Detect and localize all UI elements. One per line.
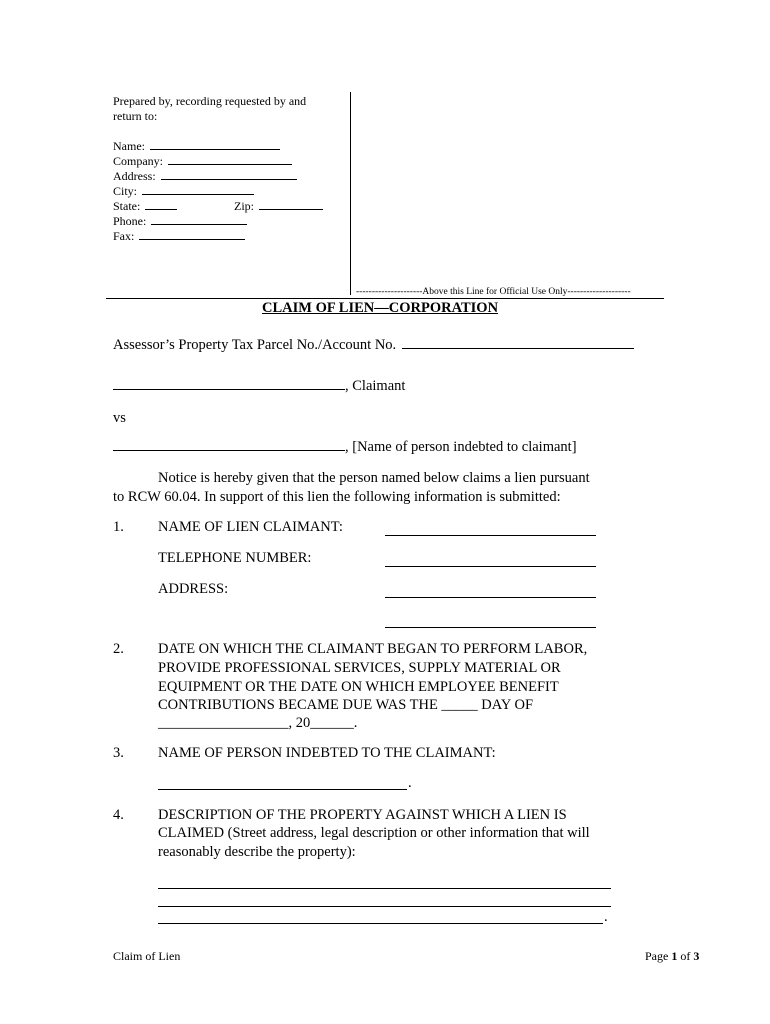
claimant-name-blank[interactable] (385, 535, 596, 536)
phone-row (113, 214, 247, 229)
item-1-number: 1. (113, 519, 124, 535)
state-blank[interactable] (145, 209, 177, 210)
page-current: 1 (671, 949, 678, 963)
indebted-person-label: NAME OF PERSON INDEBTED TO THE CLAIMANT: (158, 745, 496, 761)
item-4-number: 4. (113, 807, 124, 823)
description-period: . (604, 909, 608, 925)
page-total: 3 (693, 949, 700, 963)
address-label: Address: (113, 169, 156, 183)
claimant-row (113, 377, 405, 396)
parcel-blank[interactable] (402, 348, 634, 349)
city-blank[interactable] (142, 194, 254, 195)
description-line-3: reasonably describe the property): (158, 844, 356, 860)
company-blank[interactable] (168, 164, 292, 165)
zip-blank[interactable] (259, 209, 323, 210)
page-of: of (677, 949, 694, 963)
header-vertical-rule (350, 92, 351, 295)
notice-line-1: Notice is hereby given that the person named below claims a lien pursuant (158, 470, 590, 486)
name-row (113, 139, 280, 154)
address-blank[interactable] (161, 179, 297, 180)
telephone-label: TELEPHONE NUMBER: (158, 550, 312, 566)
claimant-address-blank-1[interactable] (385, 597, 596, 598)
zip-label: Zip: (234, 199, 254, 213)
phone-label: Phone: (113, 214, 147, 228)
document-title: CLAIM OF LIEN—CORPORATION (262, 300, 499, 316)
company-label: Company: (113, 154, 163, 168)
city-label: City: (113, 184, 138, 198)
footer-doc-name: Claim of Lien (113, 949, 181, 963)
name-blank[interactable] (150, 149, 280, 150)
header-horizontal-rule (106, 298, 664, 299)
fax-blank[interactable] (139, 239, 245, 240)
indebted-row (113, 438, 577, 457)
claimant-address-label: ADDRESS: (158, 581, 229, 597)
date-line-5: __________________, 20______. (158, 715, 358, 731)
item-2-number: 2. (113, 641, 124, 657)
state-row (113, 199, 177, 214)
property-description-blank-1[interactable] (158, 888, 611, 889)
description-line-1: DESCRIPTION OF THE PROPERTY AGAINST WHICH A LIEN IS (158, 807, 567, 823)
date-line-4: CONTRIBUTIONS BECAME DUE WAS THE _____ DAY OF (158, 697, 534, 713)
fax-row (113, 229, 245, 244)
zip-row (234, 199, 323, 214)
date-line-3: EQUIPMENT OR THE DATE ON WHICH EMPLOYEE BENEFIT (158, 679, 559, 695)
indebted-suffix: , [Name of person indebted to claimant] (345, 439, 577, 455)
telephone-blank[interactable] (385, 566, 596, 567)
name-label: Name: (113, 139, 145, 153)
phone-blank[interactable] (151, 224, 247, 225)
date-line-1: DATE ON WHICH THE CLAIMANT BEGAN TO PERFORM LABOR, (158, 641, 588, 657)
property-description-blank-2[interactable] (158, 906, 611, 907)
parcel-label: Assessor’s Property Tax Parcel No./Account No. (113, 337, 397, 353)
description-line-2: CLAIMED (Street address, legal description or other information that will (158, 825, 590, 841)
address-row (113, 169, 297, 184)
indebted-blank[interactable] (113, 450, 345, 451)
claimant-suffix: , Claimant (345, 378, 406, 394)
prepared-by-text: Prepared by, recording requested by and (113, 94, 307, 108)
claimant-name-label: NAME OF LIEN CLAIMANT: (158, 519, 343, 535)
vs-text: vs (113, 410, 126, 426)
property-description-blank-3[interactable] (158, 923, 603, 924)
return-to-text: return to: (113, 109, 158, 123)
date-line-2: PROVIDE PROFESSIONAL SERVICES, SUPPLY MATERIAL OR (158, 660, 561, 676)
parcel-row (113, 336, 634, 355)
item-3-number: 3. (113, 745, 124, 761)
city-row (113, 184, 254, 199)
page-prefix: Page (645, 949, 672, 963)
fax-label: Fax: (113, 229, 135, 243)
official-use-text: ---------------------Above this Line for Official Use Only-------------------- (356, 287, 631, 297)
claimant-blank[interactable] (113, 389, 345, 390)
state-label: State: (113, 199, 141, 213)
notice-line-2: to RCW 60.04. In support of this lien the following information is submitted: (113, 489, 561, 505)
indebted-person-blank[interactable] (158, 789, 407, 790)
company-row (113, 154, 292, 169)
page-number (645, 949, 699, 964)
claimant-address-blank-2[interactable] (385, 627, 596, 628)
indebted-period: . (408, 775, 412, 791)
